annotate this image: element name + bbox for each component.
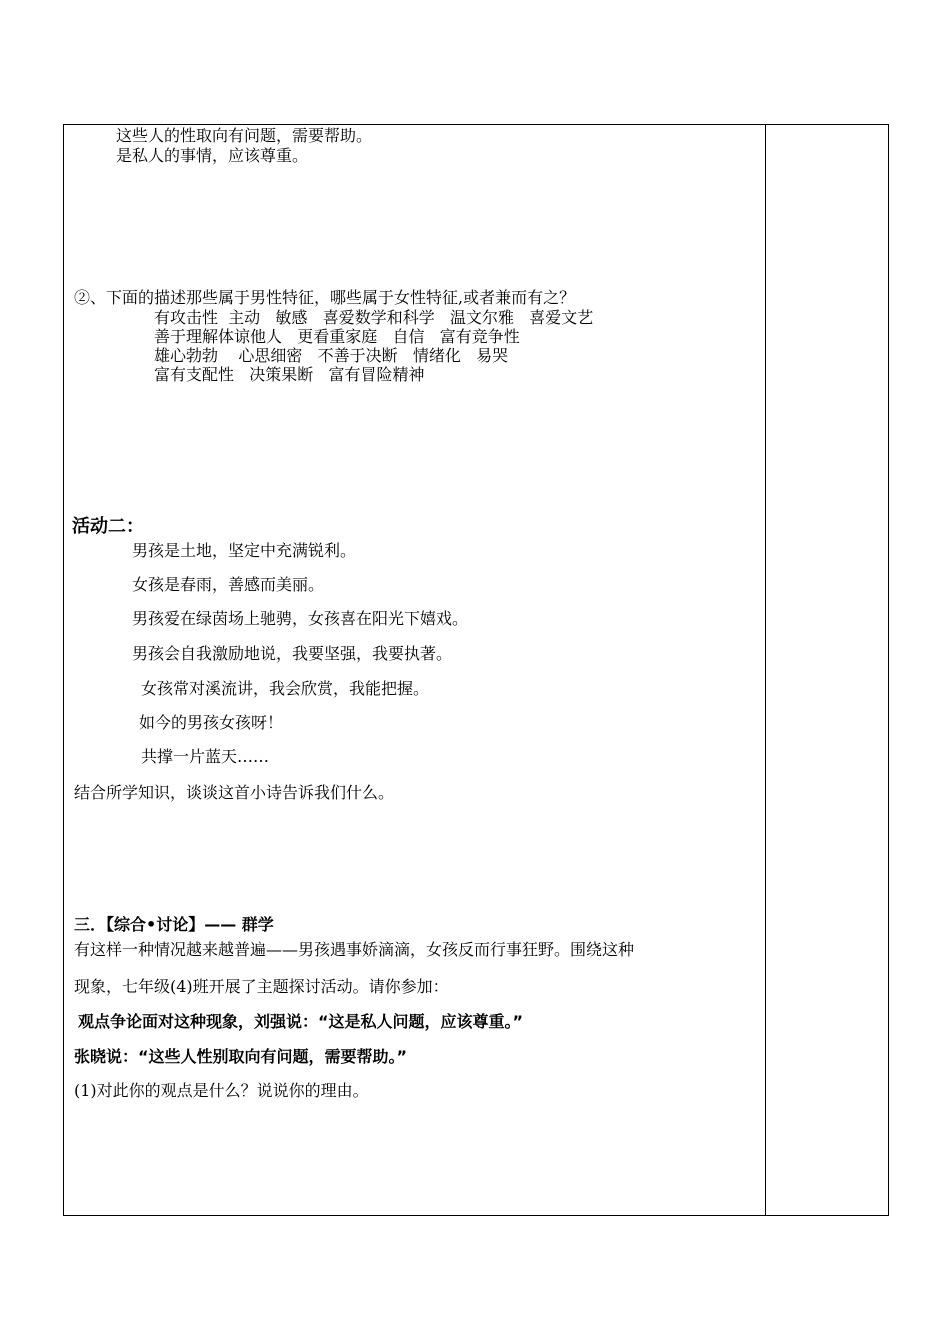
trait-row-4: 富有支配性 决策果断 富有冒险精神 xyxy=(154,365,425,384)
poem-line: 共撑一片蓝天…… xyxy=(141,747,270,766)
viewpoint-liu: 观点争论面对这种现象，刘强说：“这是私人问题，应该尊重。” xyxy=(78,1012,524,1031)
question-2: ②、下面的描述那些属于男性特征，哪些属于女性特征,或者兼而有之？ xyxy=(74,288,576,307)
trait-row-2: 善于理解体谅他人 更看重家庭 自信 富有竞争性 xyxy=(154,327,520,346)
option-a-text: 这些人的性取向有问题，需要帮助。 xyxy=(116,126,373,145)
question-1: (1)对此你的观点是什么？说说你的理由。 xyxy=(74,1081,369,1100)
trait-row-3: 雄心勃勃 心思细密 不善于决断 情绪化 易哭 xyxy=(154,346,509,365)
option-b-text: 是私人的事情，应该尊重。 xyxy=(116,146,309,165)
poem-line: 男孩爱在绿茵场上驰骋，女孩喜在阳光下嬉戏。 xyxy=(132,609,469,628)
poem-line: 女孩常对溪流讲，我会欣赏，我能把握。 xyxy=(141,679,430,698)
column-divider xyxy=(765,124,766,1216)
trait-row-1: 有攻击性 主动 敏感 喜爱数学和科学 温文尔雅 喜爱文艺 xyxy=(154,308,594,327)
poem-line: 如今的男孩女孩呀！ xyxy=(139,713,284,732)
poem-line: 男孩是土地，坚定中充满锐利。 xyxy=(132,541,357,560)
poem-line: 女孩是春雨，善感而美丽。 xyxy=(132,575,325,594)
section-3-intro-1: 有这样一种情况越来越普遍——男孩遇事娇滴滴，女孩反而行事狂野。围绕这种 xyxy=(74,940,635,959)
section-3-heading: 三．【综合•讨论】—— 群学 xyxy=(74,915,274,934)
section-3-intro-2: 现象，七年级(4)班开展了主题探讨活动。请你参加： xyxy=(74,977,449,996)
poem-line: 男孩会自我激励地说，我要坚强，我要执著。 xyxy=(132,644,453,663)
viewpoint-zhang: 张晓说：“这些人性别取向有问题，需要帮助。” xyxy=(74,1047,408,1066)
activity-2-prompt: 结合所学知识，谈谈这首小诗告诉我们什么。 xyxy=(74,783,395,802)
activity-2-heading: 活动二： xyxy=(72,516,144,537)
